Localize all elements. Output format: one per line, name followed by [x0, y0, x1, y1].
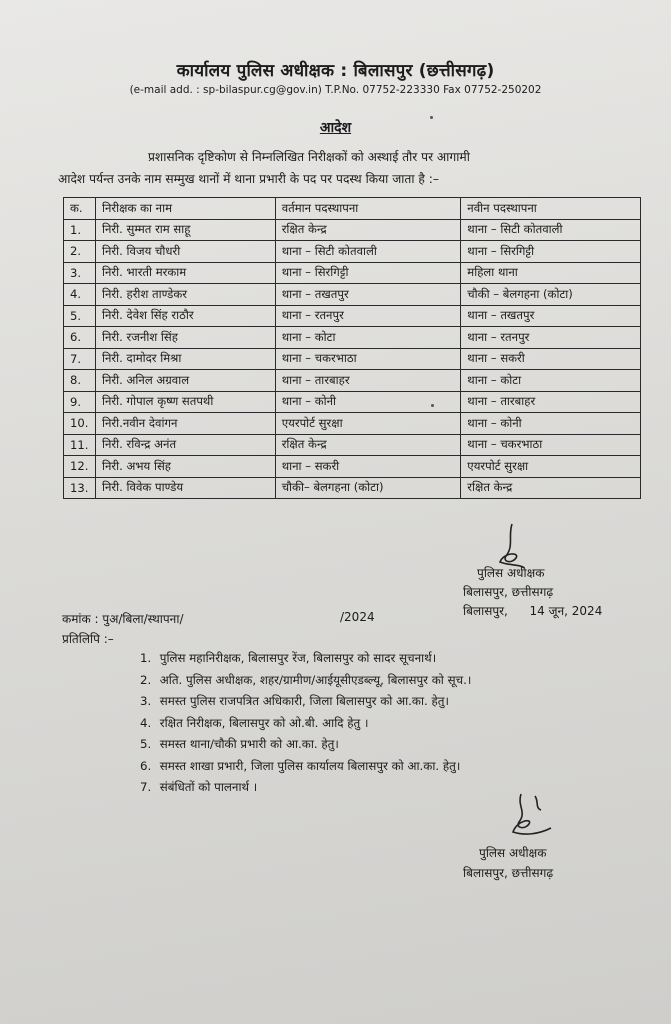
- cell-name: निरी. दामोदर मिश्रा: [95, 348, 275, 370]
- table-row: [64, 219, 641, 241]
- item-text: संबंधितों को पालनार्थ ।: [159, 780, 258, 794]
- cell-new: थाना – सिरगिट्टी: [461, 241, 641, 263]
- cell-serial: 7.: [64, 348, 96, 370]
- header-current-posting: वर्तमान पदस्थापना: [275, 198, 461, 220]
- signatory-location: बिलासपुर, छत्तीसगढ़: [463, 866, 554, 880]
- cell-current: थाना – सिटी कोतवाली: [275, 241, 461, 263]
- table-row: [64, 348, 641, 370]
- list-item: [140, 734, 620, 756]
- item-number: 6.: [140, 758, 152, 773]
- office-title: कार्यालय पुलिस अधीक्षक : बिलासपुर (छत्तीसगढ़): [176, 61, 495, 81]
- cell-new: महिला थाना: [461, 262, 641, 284]
- reference-year: /2024: [340, 610, 375, 624]
- table-row: [64, 456, 641, 478]
- cell-serial: 4.: [64, 284, 96, 306]
- cell-current: थाना – कोटा: [275, 327, 461, 349]
- cell-new: थाना – कोनी: [461, 413, 641, 435]
- table-row: [64, 477, 641, 499]
- cell-name: निरी. रजनीश सिंह: [95, 327, 275, 349]
- item-text: समस्त शाखा प्रभारी, जिला पुलिस कार्यालय बिलासपुर को आ.का. हेतु।: [159, 758, 461, 773]
- table-row: [64, 262, 641, 284]
- cell-current: थाना – तखतपुर: [275, 284, 461, 306]
- cell-new: थाना – तखतपुर: [461, 305, 641, 327]
- cell-current: एयरपोर्ट सुरक्षा: [275, 413, 461, 435]
- cell-name: निरी. विवेक पाण्डेय: [95, 477, 275, 499]
- intro-paragraph: [58, 146, 634, 190]
- table-row: [64, 327, 641, 349]
- contact-line: (e-mail add. : sp-bilaspur.cg@gov.in) T.P.No. 07752-223330 Fax 07752-250202: [129, 84, 542, 96]
- item-number: 2.: [140, 672, 152, 687]
- copy-to-label: प्रतिलिपि :–: [62, 632, 114, 646]
- list-item: [140, 756, 620, 778]
- order-date: 14 जून, 2024: [529, 604, 603, 618]
- cell-name: निरी. विजय चौधरी: [95, 241, 275, 263]
- cell-name: निरी.नवीन देवांगन: [95, 413, 275, 435]
- item-number: 5.: [140, 737, 152, 751]
- cell-current: थाना – चकरभाठा: [275, 348, 461, 370]
- header-serial: क.: [64, 198, 96, 220]
- order-heading: आदेश: [319, 120, 352, 136]
- cell-name: निरी. हरीश ताण्डेकर: [95, 284, 275, 306]
- table-row: [64, 305, 641, 327]
- cell-new: रक्षित केन्द्र: [461, 477, 641, 499]
- cell-new: थाना – सिटी कोतवाली: [461, 219, 641, 241]
- cell-new: थाना – कोटा: [461, 370, 641, 392]
- signatory-location: बिलासपुर, छत्तीसगढ़: [463, 585, 554, 599]
- table-header-row: [64, 198, 641, 220]
- list-item: [140, 648, 620, 670]
- cell-serial: 13.: [64, 477, 96, 499]
- item-text: समस्त थाना/चौकी प्रभारी को आ.का. हेतु।: [159, 737, 339, 751]
- signature-block-1: [463, 564, 602, 621]
- table-row: [64, 370, 641, 392]
- item-number: 1.: [140, 651, 152, 665]
- cell-current: थाना – तारबाहर: [275, 370, 461, 392]
- cell-new: थाना – चकरभाठा: [461, 434, 641, 456]
- cell-new: थाना – रतनपुर: [461, 327, 641, 349]
- cell-new: चौकी – बेलगहना (कोटा): [461, 284, 641, 306]
- cell-current: रक्षित केन्द्र: [275, 219, 461, 241]
- header-name: निरीक्षक का नाम: [95, 198, 275, 220]
- cell-serial: 11.: [64, 434, 96, 456]
- paper-speck: [431, 404, 434, 407]
- cell-name: निरी. भारती मरकाम: [95, 262, 275, 284]
- item-text: अति. पुलिस अधीक्षक, शहर/ग्रामीण/आईयूसीएडब्ल्यू, बिलासपुर को सूच.।: [159, 672, 472, 687]
- table-row: [64, 434, 641, 456]
- cell-serial: 1.: [64, 219, 96, 241]
- table-row: [64, 413, 641, 435]
- list-item: [140, 691, 620, 713]
- signatory-designation: पुलिस अधीक्षक: [479, 846, 547, 860]
- item-number: 7.: [140, 780, 152, 794]
- paper-speck: [430, 116, 433, 119]
- cell-current: थाना – सिरगिट्टी: [275, 262, 461, 284]
- cell-name: निरी. सुम्मत राम साहू: [95, 219, 275, 241]
- cell-serial: 9.: [64, 391, 96, 413]
- table-row: [64, 284, 641, 306]
- item-number: 4.: [140, 715, 152, 730]
- header-new-posting: नवीन पदस्थापना: [461, 198, 641, 220]
- table-row: [64, 391, 641, 413]
- item-text: पुलिस महानिरीक्षक, बिलासपुर रेंज, बिलासपुर को सादर सूचनार्थ।: [159, 651, 437, 665]
- cell-serial: 8.: [64, 370, 96, 392]
- order-date-row: [463, 602, 602, 621]
- cell-name: निरी. गोपाल कृष्ण सतपथी: [95, 391, 275, 413]
- table-row: [64, 241, 641, 263]
- item-number: 3.: [140, 694, 152, 708]
- cell-current: रक्षित केन्द्र: [275, 434, 461, 456]
- cell-name: निरी. रविन्द्र अनंत: [95, 434, 275, 456]
- cell-new: थाना – तारबाहर: [461, 391, 641, 413]
- posting-table: [63, 197, 641, 499]
- cell-new: एयरपोर्ट सुरक्षा: [461, 456, 641, 478]
- reference-line: [62, 610, 462, 627]
- cell-name: निरी. अभय सिंह: [95, 456, 275, 478]
- cell-current: चौकी– बेलगहना (कोटा): [275, 477, 461, 499]
- cell-current: थाना – सकरी: [275, 456, 461, 478]
- intro-line-1: प्रशासनिक दृष्टिकोण से निम्नलिखित निरीक्षकों को अस्थाई तौर पर आगामी: [148, 150, 470, 164]
- cell-serial: 10.: [64, 413, 96, 435]
- list-item: [140, 670, 620, 692]
- list-item: [140, 713, 620, 735]
- cell-name: निरी. अनिल अग्रवाल: [95, 370, 275, 392]
- cell-current: थाना – कोनी: [275, 391, 461, 413]
- signatory-designation: पुलिस अधीक्षक: [477, 566, 545, 580]
- copy-list: [140, 648, 620, 799]
- cell-serial: 6.: [64, 327, 96, 349]
- cell-serial: 3.: [64, 262, 96, 284]
- signature-mark: [505, 790, 560, 845]
- cell-current: थाना – रतनपुर: [275, 305, 461, 327]
- intro-line-2: आदेश पर्यन्त उनके नाम सम्मुख थानों में थाना प्रभारी के पद पर पदस्थ किया जाता है :–: [58, 172, 439, 186]
- cell-serial: 2.: [64, 241, 96, 263]
- reference-number: कमांक : पुअ/बिला/स्थापना/: [62, 612, 184, 626]
- order-place: बिलासपुर,: [463, 604, 508, 618]
- signature-block-2: [463, 843, 553, 883]
- cell-name: निरी. देवेश सिंह राठौर: [95, 305, 275, 327]
- item-text: रक्षित निरीक्षक, बिलासपुर को ओ.बी. आदि हेतु ।: [159, 715, 369, 730]
- cell-new: थाना – सकरी: [461, 348, 641, 370]
- cell-serial: 12.: [64, 456, 96, 478]
- cell-serial: 5.: [64, 305, 96, 327]
- item-text: समस्त पुलिस राजपत्रित अधिकारी, जिला बिलासपुर को आ.का. हेतु।: [159, 694, 449, 708]
